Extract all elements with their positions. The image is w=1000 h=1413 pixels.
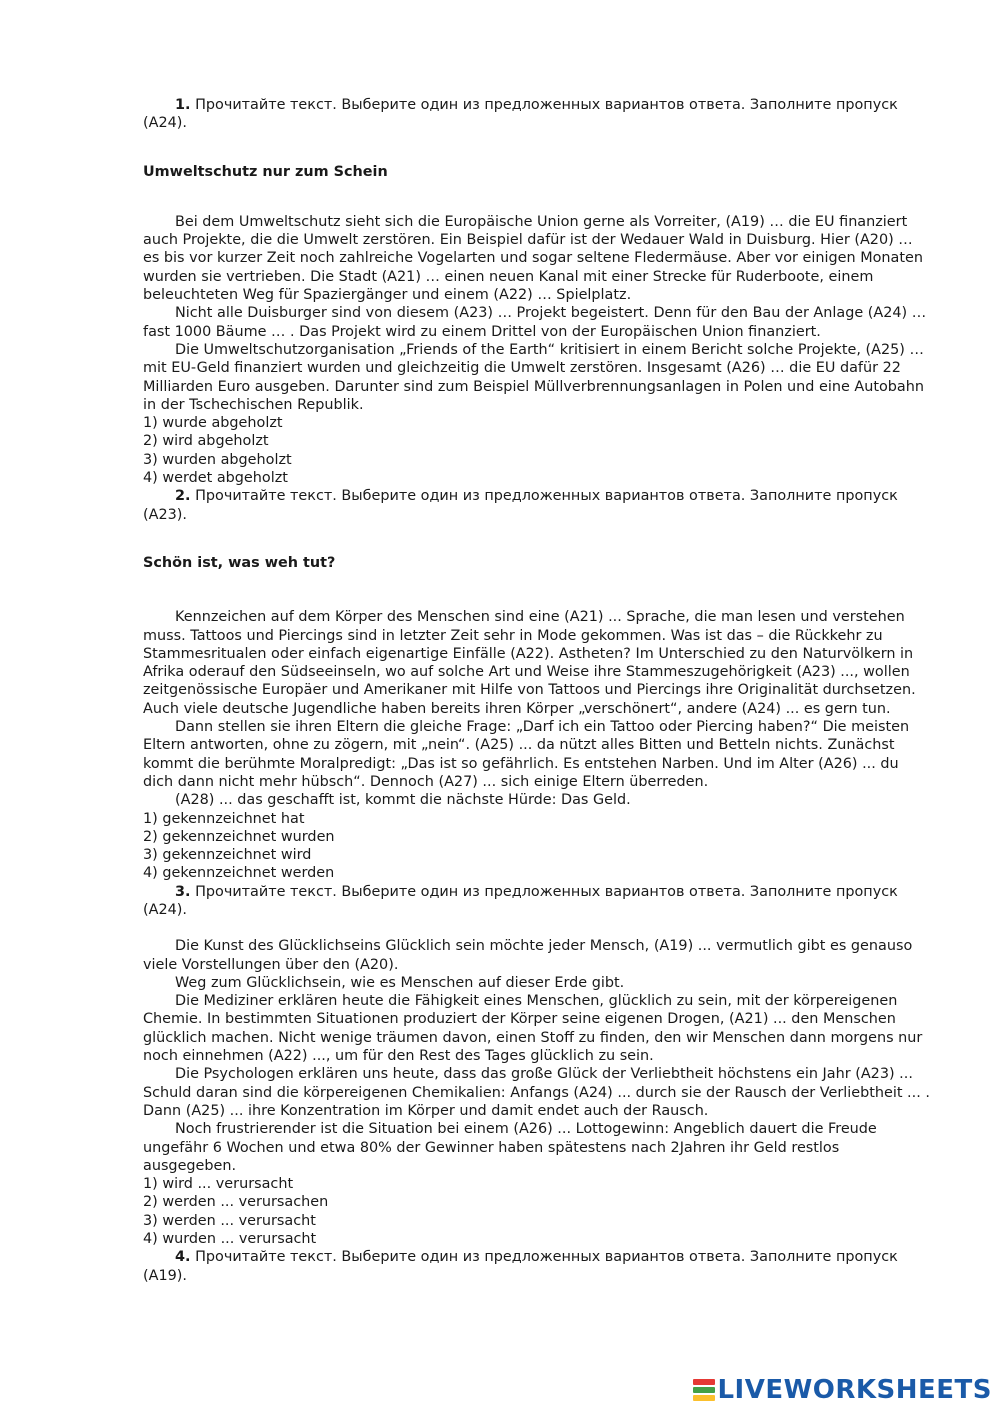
task-3-paragraph: Die Kunst des Glücklichseins Glücklich sein möchte jeder Mensch, (A19) ... vermutlich gibt es genauso viele Vorstellungen über den (A20). — [143, 938, 913, 973]
task-3-number: 3. — [175, 883, 191, 900]
worksheet-page — [143, 96, 933, 1285]
task-1-instruction — [143, 96, 933, 133]
task-3-paragraph: Noch frustrierender ist die Situation bei einem (A26) ... Lottogewinn: Angeblich dauert die Freude ungefähr 6 Wochen und etwa 80% der Gewinner haben spätestens nach 2Jahren ihr Geld restlos ausgegeben. — [143, 1121, 877, 1174]
task-3-paragraph: Die Psychologen erklären uns heute, dass das große Glück der Verliebtheit höchstens ein Jahr (A23) ... Schuld daran sind die körpereigenen Chemikalien: Anfangs (A24) ... durch sie der Rausch der Verliebtheit ... . Dann (A25) ... ihre Konzentration im Körper und damit endet auch der Rausch. — [143, 1066, 930, 1119]
task-2-option-1: 1) gekennzeichnet hat — [143, 810, 305, 827]
logo-stripe — [693, 1387, 715, 1393]
task-3-instruction — [143, 883, 933, 920]
task-1-title: Umweltschutz nur zum Schein — [143, 163, 388, 180]
task-1-text: Прочитайте текст. Выберите один из предложенных вариантов ответа. Заполните пропуск (A24). — [143, 97, 898, 132]
task-1-option-4: 4) werdet abgeholzt — [143, 470, 288, 487]
task-2-instruction — [143, 487, 933, 524]
task-3-option-2: 2) werden ... verursachen — [143, 1194, 329, 1211]
task-1-paragraph: Die Umweltschutzorganisation „Friends of the Earth“ kritisiert in einem Bericht solche Projekte, (A25) … mit EU-Geld finanziert wurden und gleichzeitig die Umwelt zerstören. Insgesamt (A26) … die EU dafür 22 Milliarden Euro ausgeben. Darunter sind zum Beispiel Müllverbrennungsanlagen in Polen und eine Autobahn in der Tschechischen Republik. — [143, 341, 924, 413]
liveworksheets-logo — [693, 1375, 992, 1405]
task-1-paragraph: Bei dem Umweltschutz sieht sich die Europäische Union gerne als Vorreiter, (A19) … die EU finanziert auch Projekte, die die Umwelt zerstören. Ein Beispiel dafür ist der Wedauer Wald in Duisburg. Hier (A20) … es bis vor kurzer Zeit noch zahlreiche Vogelarten und sogar seltene Fledermäuse. Aber vor einigen Monaten wurden sie vertrieben. Die Stadt (A21) … einen neuen Kanal mit einer Strecke für Ruderboote, einem beleuchteten Weg für Spaziergänger und einem (A22) … Spielplatz. — [143, 213, 923, 304]
task-2-option-3: 3) gekennzeichnet wird — [143, 847, 312, 864]
task-4-number: 4. — [175, 1249, 191, 1266]
task-2-text: Прочитайте текст. Выберите один из предложенных вариантов ответа. Заполните пропуск (A23). — [143, 488, 898, 523]
task-3-option-1: 1) wird ... verursacht — [143, 1176, 294, 1193]
liveworksheets-logo-mark-icon — [693, 1378, 715, 1402]
task-2-paragraph: (A28) ... das geschafft ist, kommt die nächste Hürde: Das Geld. — [175, 792, 631, 809]
task-2-option-4: 4) gekennzeichnet werden — [143, 865, 335, 882]
task-2-title: Schön ist, was weh tut? — [143, 554, 336, 571]
task-2-number: 2. — [175, 488, 191, 505]
task-3-option-4: 4) wurden ... verursacht — [143, 1231, 317, 1248]
task-3-paragraph: Die Mediziner erklären heute die Fähigkeit eines Menschen, glücklich zu sein, mit der körpereigenen Chemie. In bestimmten Situationen produziert der Körper seine eigenen Drogen, (A21) ... den Menschen glücklich machen. Nicht wenige träumen davon, einen Stoff zu finden, den wir Menschen dann morgens nur noch einnehmen (A22) ..., um für den Rest des Tages glücklich zu sein. — [143, 993, 923, 1065]
task-4-text: Прочитайте текст. Выберите один из предложенных вариантов ответа. Заполните пропуск (A19). — [143, 1249, 898, 1284]
task-2-paragraph: Kennzeichen auf dem Körper des Menschen sind eine (A21) ... Sprache, die man lesen und verstehen muss. Tattoos und Piercings sind in letzter Zeit sehr in Mode gekommen. Was ist das – die Rückkehr zu Stammesritualen oder einfach eigenartige Einfälle (A22). Astheten? Im Unterschied zu den Naturvölkern in Afrika oderauf den Südseeinseln, wo auf solche Art und Weise ihre Stammeszugehörigkeit (A23) ..., wollen zeitgenössische Europäer und Amerikaner mit Hilfe von Tattoos und Piercings ihre Originalität durchsetzen. Auch viele deutsche Jugendliche haben bereits ihren Körper „verschönert“, andere (A24) ... es gern tun. — [143, 609, 916, 717]
task-1-number: 1. — [175, 97, 191, 113]
task-1-option-1: 1) wurde abgeholzt — [143, 415, 283, 432]
task-4-instruction — [143, 1248, 933, 1285]
logo-stripe — [693, 1379, 715, 1385]
task-2-paragraph: Dann stellen sie ihren Eltern die gleiche Frage: „Darf ich ein Tattoo oder Piercing haben?“ Die meisten Eltern antworten, ohne zu zögern, mit „nein“. (A25) ... da nützt alles Bitten und Betteln nichts. Zunächst kommt die berühmte Moralpredigt: „Das ist so gefährlich. Es entstehen Narben. Und im Alter (A26) ... du dich dann nicht mehr hübsch“. Dennoch (A27) ... sich einige Eltern überreden. — [143, 719, 910, 790]
task-1-option-2: 2) wird abgeholzt — [143, 433, 269, 450]
logo-stripe — [693, 1395, 715, 1401]
task-1-paragraph: Nicht alle Duisburger sind von diesem (A23) … Projekt begeistert. Denn für den Bau der Anlage (A24) … fast 1000 Bäume … . Das Projekt wird zu einem Drittel von der Europäischen Union finanziert. — [143, 305, 927, 340]
task-3-text: Прочитайте текст. Выберите один из предложенных вариантов ответа. Заполните пропуск (A24). — [143, 883, 898, 918]
task-2-option-2: 2) gekennzeichnet wurden — [143, 828, 335, 845]
logo-text: LIVEWORKSHEETS — [717, 1374, 992, 1405]
task-1-option-3: 3) wurden abgeholzt — [143, 451, 292, 468]
task-3-paragraph: Weg zum Glücklichsein, wie es Menschen auf dieser Erde gibt. — [175, 974, 625, 991]
task-3-option-3: 3) werden ... verursacht — [143, 1212, 316, 1229]
